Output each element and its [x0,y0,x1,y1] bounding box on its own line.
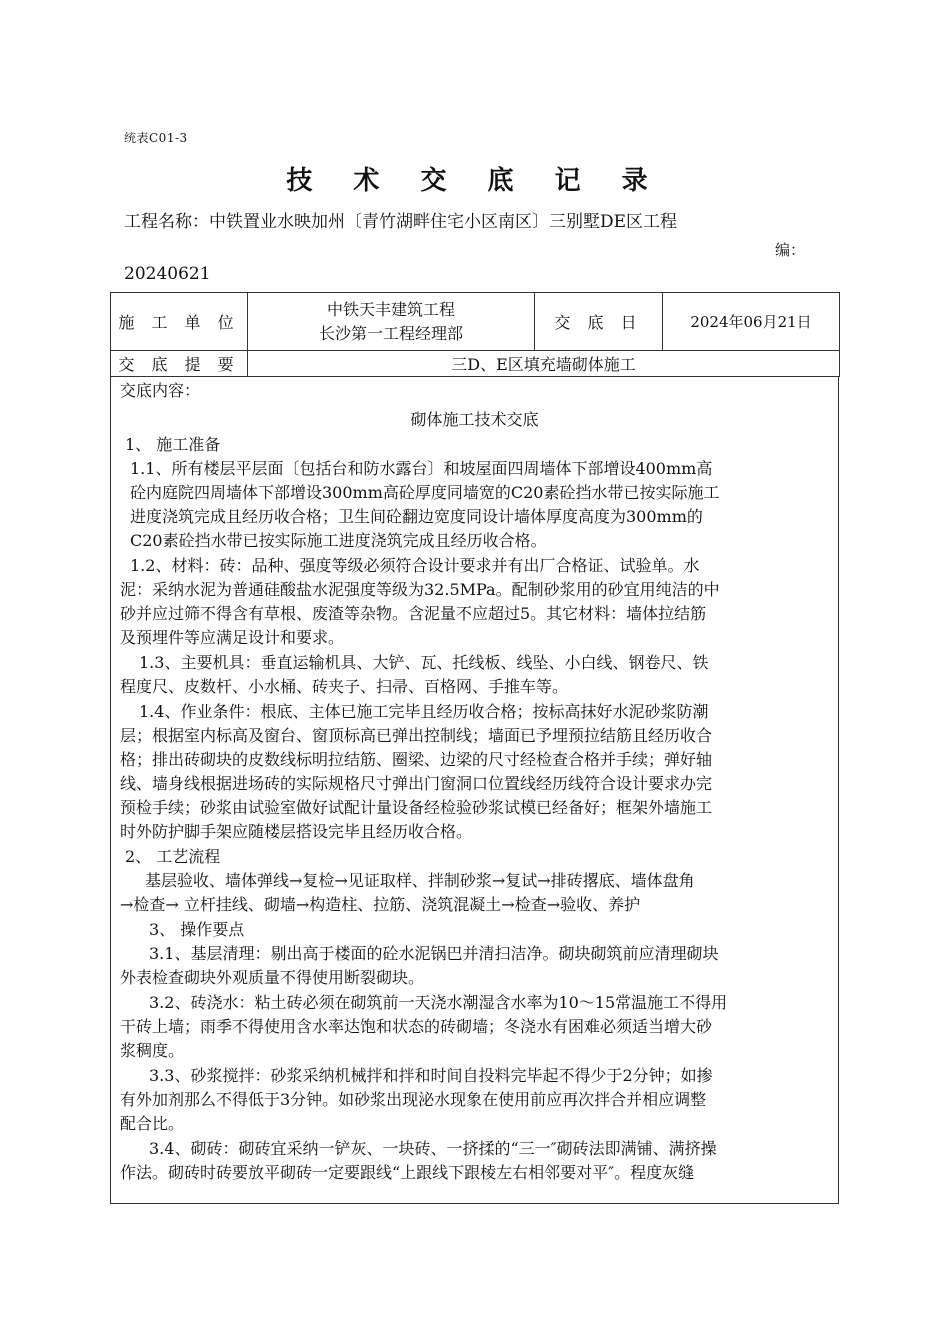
date-value: 2024年06月21日 [663,293,840,351]
content-line: 线、墙身线根据进场砖的实际规格尺寸弹出门窗洞口位置线经历线符合设计要求办完 [120,774,713,793]
summary-value: 三D、E区填充墙砌体施工 [248,351,840,377]
content-line: 3、 操作要点 [149,920,245,939]
content-line: 1.2、材料：砖：品种、强度等级必须符合设计要求并有出厂合格证、试验单。水 [130,556,700,575]
content-line: 程度尺、皮数杆、小水桶、砖夹子、扫帚、百格网、手推车等。 [120,677,569,696]
content-line: 泥：采纳水泥为普通硅酸盐水泥强度等级为32.5MPa。配制砂浆用的砂宜用纯洁的中 [120,580,720,599]
unit-line-1: 中铁天丰建筑工程 [326,299,455,319]
content-line: 干砖上墙；雨季不得使用含水率达饱和状态的砖砌墙；冬浇水有困难必须适当增大砂 [120,1017,713,1036]
content-line: 基层验收、墙体弹线→复检→见证取样、拌制砂浆→复试→排砖撂底、墙体盘角 [145,871,695,890]
content-line: 3.3、砂浆搅拌：砂浆采纳机械拌和拌和时间自投料完毕起不得少于2分钟；如掺 [149,1066,713,1085]
content-line: 浆稠度。 [120,1041,185,1060]
unit-label: 施 工 单 位 [111,293,248,351]
content-line: 进度浇筑完成且经历收合格；卫生间砼翻边宽度同设计墙体厚度高度为300mm的 [130,507,703,526]
content-line: 3.1、基层清理：剔出高于楼面的砼水泥锅巴并清扫洁净。砌块砌筑前应清理砌块 [149,944,719,963]
summary-label: 交 底 提 要 [111,351,248,377]
content-line: 1.1、所有楼层平层面〔包括台和防水露台〕和坡屋面四周墙体下部增设400mm高 [130,459,713,478]
content-line: 及预埋件等应满足设计和要求。 [120,628,345,647]
record-number: 20240621 [124,264,211,284]
content-line: 外表检查砌块外观质量不得使用断裂砌块。 [120,968,425,987]
content-line: 1、 施工准备 [125,435,221,454]
content-line: 预检手续；砂浆由试验室做好试配计量设备经检验砂浆试模已经备好；框架外墙施工 [120,798,713,817]
content-title: 砌体施工技术交底 [410,410,539,429]
unit-value [248,293,535,351]
content-line: 1.4、作业条件：根底、主体已施工完毕且经历收合格；按标高抹好水泥砂浆防潮 [139,702,709,721]
form-code: 统表C01-3 [124,131,188,145]
content-line: →检查→ 立杆挂线、砌墙→构造柱、拉筋、浇筑混凝土→检查→验收、养护 [120,895,641,914]
content-line: 作法。砌砖时砖要放平砌砖一定要跟线“上跟线下跟棱左右相邻要对平″。程度灰缝 [120,1163,695,1182]
project-name: 工程名称：中铁置业水映加州〔青竹湖畔住宅小区南区〕三别墅DE区工程 [124,212,678,232]
serial-label: 编： [775,241,806,259]
info-row-summary [111,351,840,377]
content-line: 3.4、砌砖：砌砖宜采纳一铲灰、一块砖、一挤揉的“三一″砌砖法即满铺、满挤操 [149,1139,717,1158]
content-line: 层；根据室内标高及窗台、窗顶标高已弹出控制线；墙面已予埋预拉结筋且经历收合 [120,726,713,745]
info-row-unit [111,293,840,351]
content-line: 有外加剂那么不得低于3分钟。如砂浆出现泌水现象在使用前应再次拌合并相应调整 [120,1090,707,1109]
info-table [110,292,840,377]
date-label: 交 底 日 [535,293,663,351]
content-line: 砂并应过筛不得含有草根、废渣等杂物。含泥量不应超过5。其它材料：墙体拉结筋 [120,604,707,623]
content-line: 2、 工艺流程 [125,847,221,866]
content-line: 1.3、主要机具：垂直运输机具、大铲、瓦、托线板、线坠、小白线、钢卷尺、铁 [139,653,709,672]
content-line: 3.2、砖浇水：粘土砖必须在砌筑前一天浇水潮湿含水率为10～15常温施工不得用 [149,993,728,1012]
content-box [110,376,839,1204]
content-line: 时外防护脚手架应随楼层搭设完毕且经历收合格。 [120,822,473,841]
page-title: 技 术 交 底 记 录 [286,166,664,196]
unit-line-2: 长沙第一工程经理部 [318,323,463,343]
content-line: 配合比。 [120,1114,185,1133]
content-line: 砼内庭院四周墙体下部增设300mm高砼厚度同墙宽的C20素砼挡水带已按实际施工 [130,483,720,502]
content-line: C20素砼挡水带已按实际施工进度浇筑完成且经历收合格。 [130,531,547,550]
content-label: 交底内容： [120,381,201,400]
content-line: 格；排出砖砌块的皮数线标明拉结筋、圈梁、边梁的尺寸经检查合格并手续；弹好轴 [120,750,713,769]
